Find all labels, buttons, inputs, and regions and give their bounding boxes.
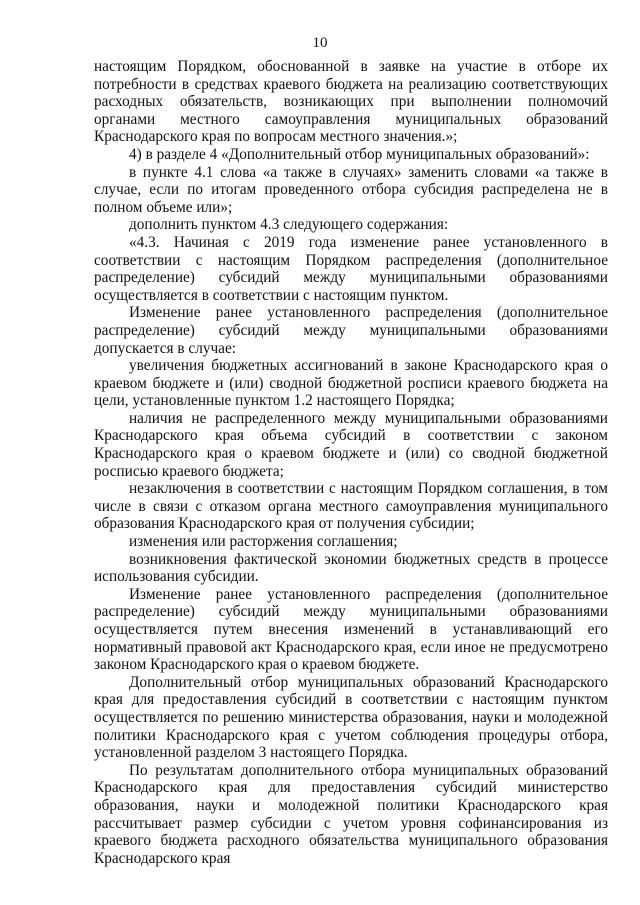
paragraph: в пункте 4.1 слова «а также в случаях» заменить словами «а также в случае, если по итогам проведенного отбора субсидия распределена не в полном объеме или»; bbox=[94, 163, 608, 216]
paragraph: возникновения фактической экономии бюджетных средств в процессе использования субсидии. bbox=[94, 550, 608, 586]
page-number: 10 bbox=[312, 35, 328, 51]
paragraph: незаключения в соответствии с настоящим Порядком соглашения, в том числе в связи с отказом органа местного самоуправления муниципального образования Краснодарского края от получения субсидии; bbox=[94, 480, 608, 533]
paragraph: увеличения бюджетных ассигнований в законе Краснодарского края о краевом бюджете и (или) сводной бюджетной росписи краевого бюджета на цели, установленные пунктом 1.2 настоящего Порядка; bbox=[94, 357, 608, 410]
paragraph: Изменение ранее установленного распределения (дополнительное распределение) субсидий между муниципальными образованиями допускается в случае: bbox=[94, 304, 608, 357]
paragraph: настоящим Порядком, обоснованной в заявке на участие в отборе их потребности в средствах краевого бюджета на реализацию соответствующих расходных обязательств, возникающих при выполнении полномочий органами местного самоуправления муниципальных образований Краснодарского края по вопросам местного значения.»; bbox=[94, 58, 608, 146]
paragraph: По результатам дополнительного отбора муниципальных образований Краснодарского края для предоставления субсидий министерство образования, науки и молодежной политики Краснодарского края рассчитывает размер субсидии с учетом уровня софинансирования из краевого бюджета расходного обязательства муниципального образования Краснодарского края bbox=[94, 761, 608, 867]
paragraph: дополнить пунктом 4.3 следующего содержания: bbox=[129, 216, 449, 234]
paragraph: 4) в разделе 4 «Дополнительный отбор муниципальных образований»: bbox=[129, 145, 590, 163]
paragraph: Дополнительный отбор муниципальных образований Краснодарского края для предоставления субсидий в соответствии с настоящим пунктом осуществляется по решению министерства образования, науки и молодежной политики Краснодарского края с учетом соблюдения процедуры отбора, установленной разделом 3 настоящего Порядка. bbox=[94, 673, 608, 762]
paragraph: «4.3. Начиная с 2019 года изменение ранее установленного в соответствии с настоящим Порядком распределения (дополнительное распределение) субсидий между муниципальными образованиями осуществляется в соответствии с настоящим пунктом. bbox=[94, 233, 608, 304]
paragraph: изменения или расторжения соглашения; bbox=[129, 533, 398, 551]
paragraph: Изменение ранее установленного распределения (дополнительное распределение) субсидий между муниципальными образованиями осуществляется путем внесения изменений в устанавливающий его нормативный правовой акт Краснодарского края, если иное не предусмотрено законом Краснодарского края о краевом бюджете. bbox=[94, 585, 608, 674]
document-body bbox=[94, 58, 608, 867]
paragraph: наличия не распределенного между муниципальными образованиями Краснодарского края объема субсидий в соответствии с законом Краснодарского края о краевом бюджете и (или) со сводной бюджетной росписью краевого бюджета; bbox=[94, 409, 608, 480]
